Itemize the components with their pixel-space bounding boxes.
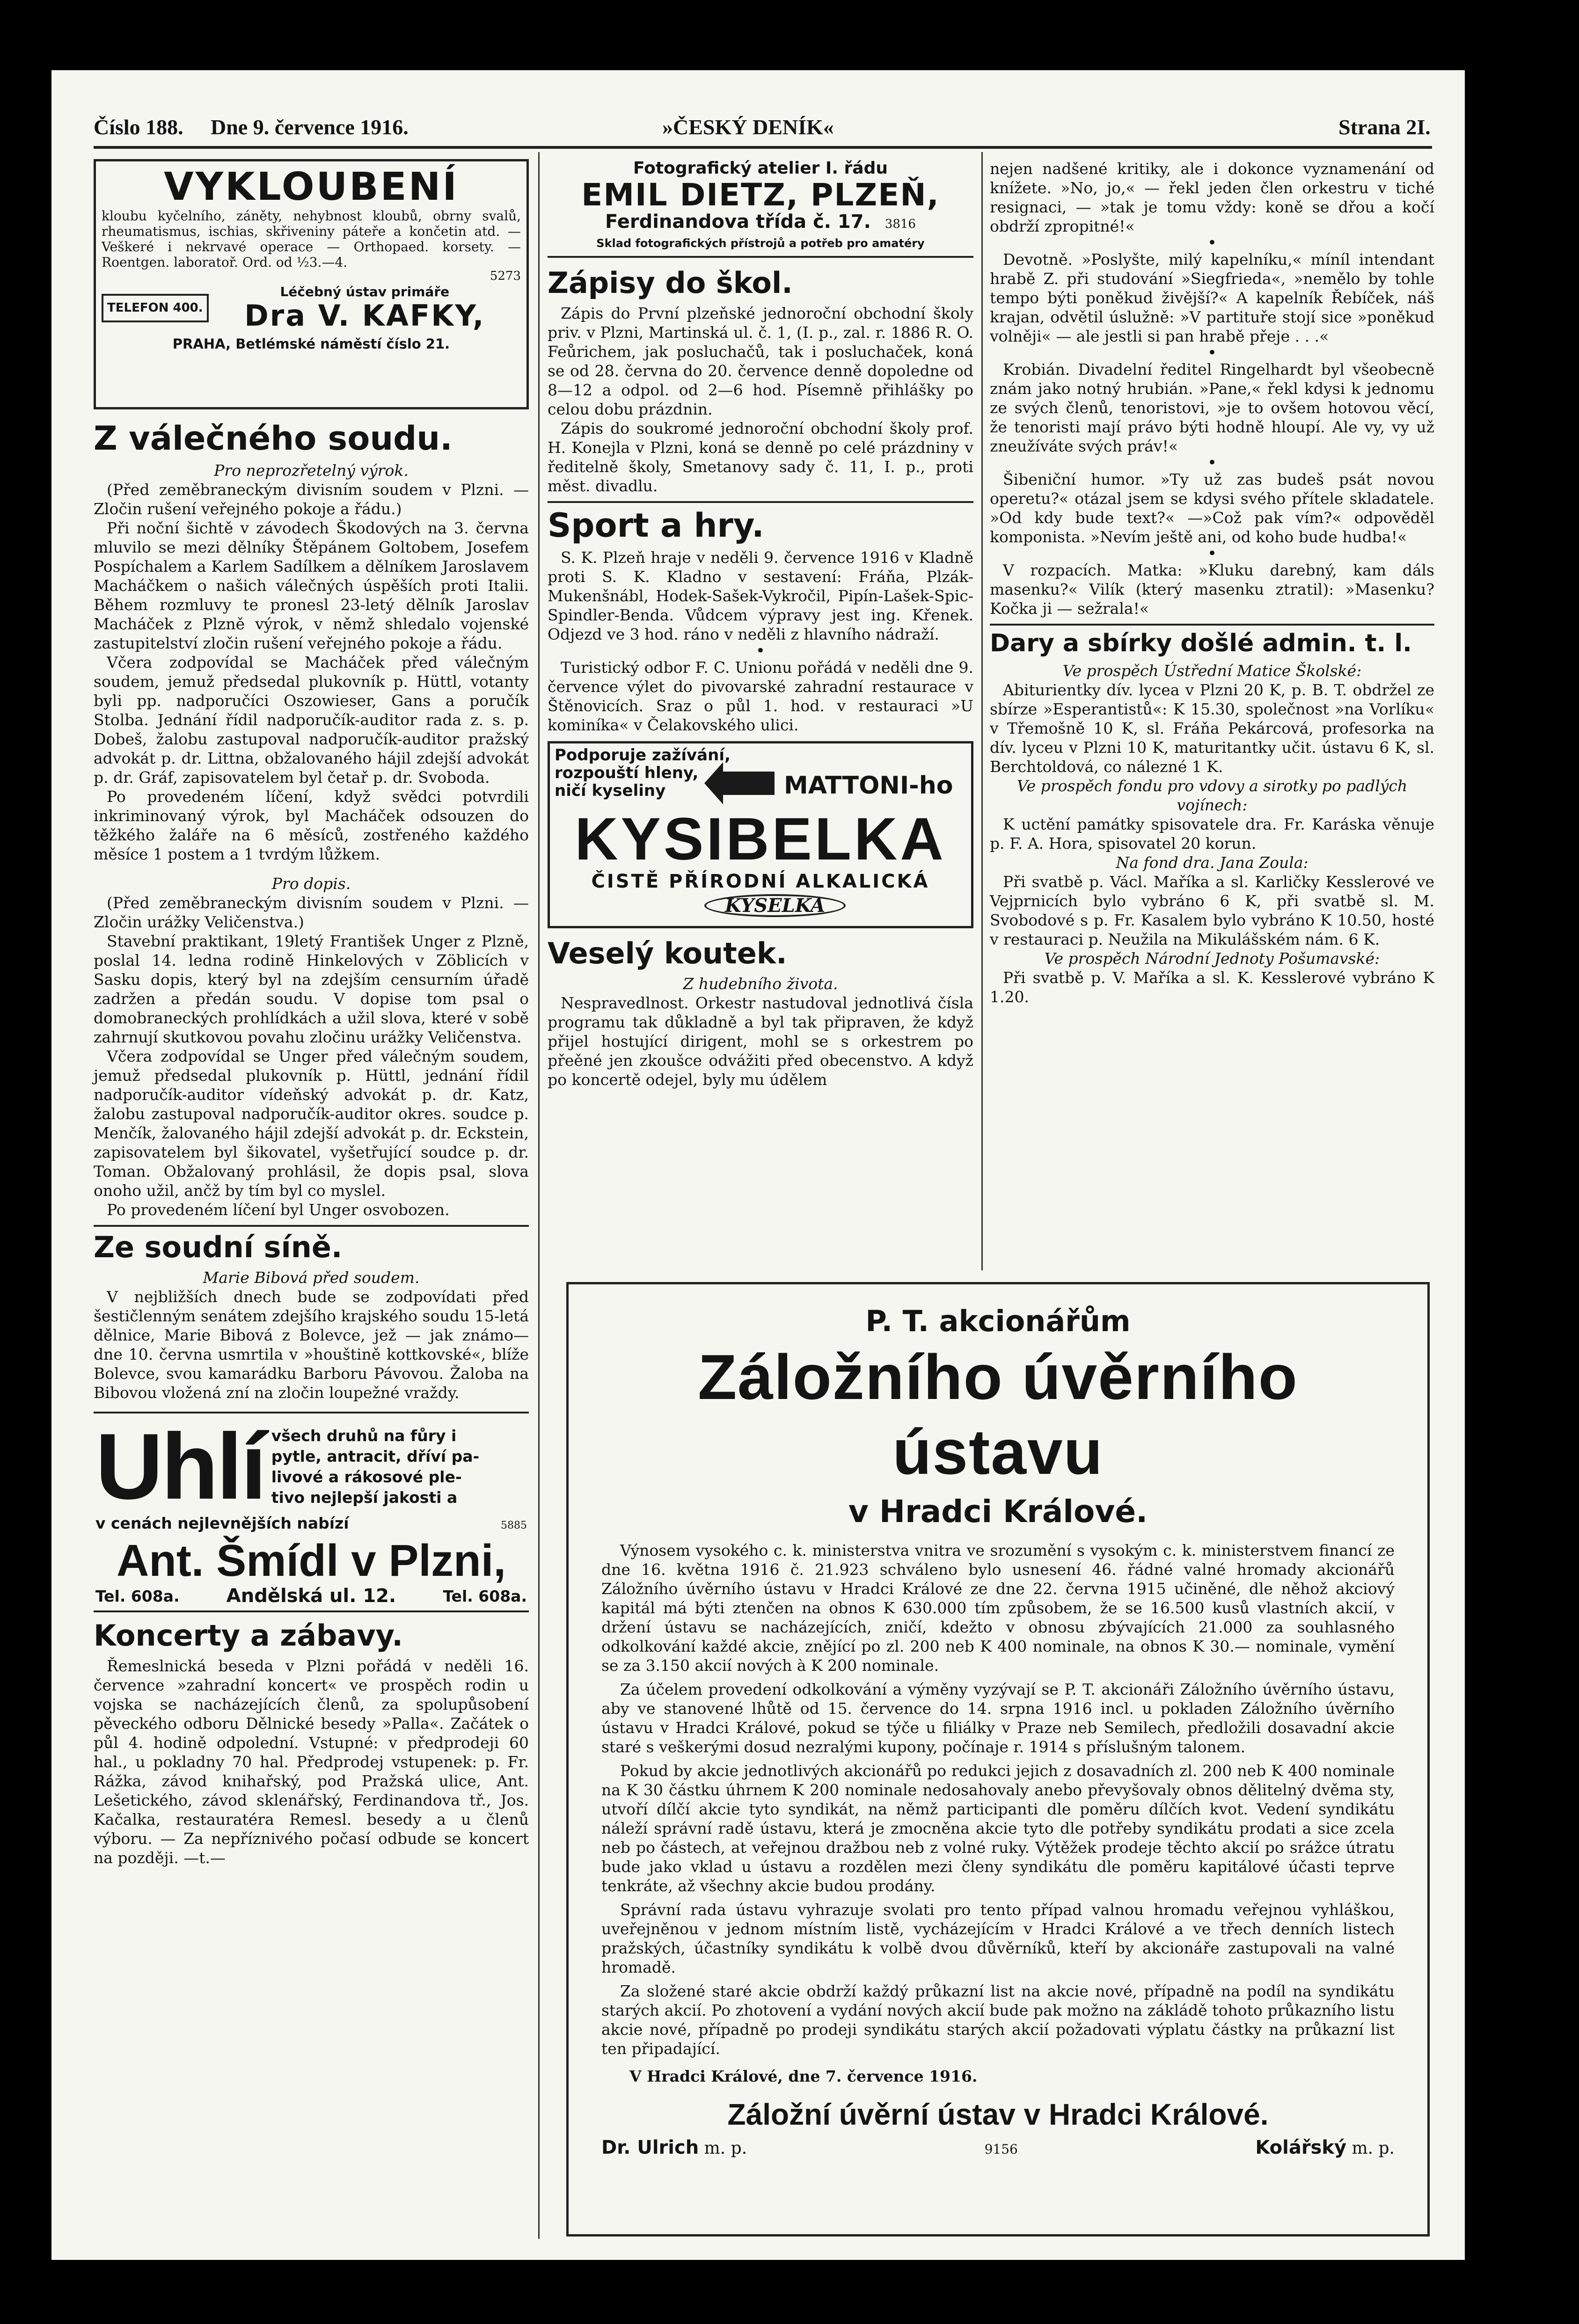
ad-kafka xyxy=(94,159,529,409)
bullet-separator: • xyxy=(1207,233,1217,252)
paragraph: (Před zeměbraneckým divisním soudem v Plzni. — Zločin rušení veřejného pokoje a řádu.) xyxy=(94,481,529,518)
heading-donations: Dary a sbírky došlé admin. t. l. xyxy=(990,629,1412,657)
ad-smidl-street: Andělská ul. 12. xyxy=(226,1585,396,1607)
paragraph: Zápis do První plzeňské jednoroční obchodní školy priv. v Plzni, Martinská ul. č. 1, (I. p., zal. r. 1886 R. O. Feůrichem, jak posluchačů, tak i posluchaček, koná se od 28. června do 20. července denně dopoledne od 8—12 a odpol. od 2—6 hod. Písemně přihlášky po celou dobu prázdnin. xyxy=(548,304,973,418)
ad-kafka-body: kloubu kyčelního, záněty, nehybnost kloubů, obrny svalů, rheumatismus, ischias, skřiveniny páteře a končetin atd. — Veškeré i nekrvavé operace — Orthopaed. korsety. — Roentgen. laboratoř. Ord. od ½3.—4. xyxy=(102,208,521,270)
ad-dietz-code: 3816 xyxy=(885,217,916,231)
ad-kafka-title: VYKLOUBENÍ xyxy=(164,165,459,209)
ad-mattoni-logo: KYSELKA xyxy=(704,894,846,917)
ad-mattoni-line: rozpouští hleny, xyxy=(555,764,699,782)
ad-mattoni-sub: ČISTĚ PŘÍRODNÍ ALKALICKÁ xyxy=(591,871,930,892)
paragraph: Po provedeném líčení byl Unger osvobozen. xyxy=(107,1201,450,1219)
signatory-mp: m. p. xyxy=(704,2139,747,2158)
paragraph: S. K. Plzeň hraje v neděli 9. července 1916 v Kladně proti S. K. Kladno v sestavení: Fráňa, Plzák-Mukenšnábl, Hodek-Sašek-Vykročil, Pipín-Lašek-Spic-Spindler-Benda. Vůdcem výpravy jest ing. Křenek. Odjezd ve 3 hod. ráno v neděli z hlavního nádraží. xyxy=(548,548,973,643)
ad-dietz-sub: Sklad fotografických přístrojů a potřeb pro amatéry xyxy=(596,237,925,250)
ad-smidl-line: tivo nejlepší jakosti a xyxy=(271,1488,458,1507)
ad-dietz-street: Ferdinandova třída č. 17. xyxy=(605,211,871,233)
notice-date: V Hradci Králové, dne 7. července 1916. xyxy=(629,2067,978,2085)
shareholder-notice xyxy=(566,1282,1430,2237)
ad-smidl xyxy=(94,1412,529,1612)
column-2 xyxy=(548,159,973,1089)
subheading: Marie Bibová před soudem. xyxy=(203,1268,420,1287)
subheading: Pro dopis. xyxy=(271,874,351,893)
paragraph: (Před zeměbraneckým divisním soudem v Plzni. — Zločin urážky Veličenstva.) xyxy=(94,894,529,931)
column-rule-2 xyxy=(981,152,983,1270)
ad-smidl-line: pytle, antracit, dříví pa- xyxy=(271,1447,480,1465)
signatory-name: Kolářský xyxy=(1255,2137,1347,2158)
ad-smidl-line: livové a rákosové ple- xyxy=(271,1468,462,1486)
bullet-separator: • xyxy=(1207,343,1217,362)
subheading: Ve prospěch fondu pro vdovy a sirotky po padlých vojínech: xyxy=(1016,777,1408,814)
paragraph: Včera zodpovídal se Macháček před válečným soudem, jemuž předsedal plukovník p. Hüttl, votanty byli pp. nadporučíci Oszowieser, Gans a poručík Stolba. Jednání řídil nadporučík-auditor rada z. s. p. Dobeš, žalobu zastupoval nadporučík-auditor pražský advokát p. dr. Littna, obžalovaného hájil zdejší advokát p. dr. Gráf, zapisovatelem byl četař p. dr. Svoboda. xyxy=(94,653,529,787)
ad-mattoni-brand: MATTONI-ho xyxy=(784,772,953,800)
notice-paragraph: Pokud by akcie jednotlivých akcionářů po redukci jejich z dosavadních zl. 200 neb K 400 nominale na K 30 částku úhrnem K 200 nominale nedosahovaly anebo převyšovaly obnos dělitelný dvěma sty, utvoří dílčí akcie tyto syndikát, na němž participanti dle poměru dílčích kvot. Vedení syndikátu náleží správní radě ústavu, která je zmocněna akcie tyto dle potřeby syndikátu prodati a sice zcela neb po částech, at veřejnou dražbou neb z volné ruky. Výtěžek prodeje těchto akcií po srážce útratu bude jako vklad u ústavu a rozdělen mezi členy syndikátu dle poměru kapitálové účasti teprve tenkráte, až všechny akcie budou prodány. xyxy=(601,1762,1395,1895)
paragraph: Zápis do soukromé jednoroční obchodní školy prof. H. Konejla v Plzni, koná se denně po celé prázdniny v ředitelně školy, Smetanovy sady č. 11, I. p., proti měst. divadlu. xyxy=(548,419,973,495)
notice-paragraph: Za účelem provedení odkolkování a výměny vyzývají se P. T. akcionáři Záložního úvěrního ústavu, aby ve stanovené lhůtě od 15. července do 14. srpna 1916 incl. u pokladen Záložního úvěrního ústavu v Hradci Králové, pokud se týče u filiálky v Praze neb Semilech, předložili dosavadní akcie staré s veškerými dosud nezralými kupony, počínaje r. 1914 s příslušným talonem. xyxy=(601,1680,1395,1756)
paragraph: Šibeniční humor. »Ty už zas budeš psát novou operetu?« otázal jsem se kdysi svého přítele skladatele. »Od kdy bude text?« —»Což pak vím?« odpověděl komponista. »Nevím ještě ani, od koho bude hudba!« xyxy=(990,470,1434,546)
ad-mattoni xyxy=(548,741,973,928)
subheading: Z hudebního života. xyxy=(683,975,838,993)
subheading: Pro neprozřetelný výrok. xyxy=(214,461,409,480)
paragraph: V nejbližších dnech bude se zodpovídati před šestičlenným senátem zdejšího krajského soudu 15-letá dělnice, Marie Bibová z Bolevce, jež — jak známo— dne 10. června usmrtila v »houštině kottkovské«, blíže Bolevce, svou kamarádku Barboru Pávovou. Žaloba na Bibovou vložená zní na zločin loupežné vraždy. xyxy=(94,1288,529,1402)
subheading: Na fond dra. Jana Zoula: xyxy=(1116,853,1309,872)
heading-sport: Sport a hry. xyxy=(548,506,764,545)
paragraph: V rozpacích. Matka: »Kluku darebný, kam dáls masenku?« Vilík (který masenku ztratil): »Masenku? Kočka ji — sežrala!« xyxy=(990,561,1434,618)
ad-kafka-address: PRAHA, Betlémské náměstí číslo 21. xyxy=(172,336,450,352)
column-3 xyxy=(990,159,1434,1006)
ad-mattoni-line: ničí kyseliny xyxy=(555,781,666,800)
notice-signature: Záložní úvěrní ústav v Hradci Králové. xyxy=(727,2098,1269,2131)
ad-mattoni-line: Podporuje zažívání, xyxy=(555,746,731,765)
notice-paragraph: Výnosem vysokého c. k. ministerstva vnitra ve srozumění s vysokým c. k. ministerstvem financí ze dne 16. května 1916 č. 21.923 schváleno bylo usnesení 46. řádné valné hromady akcionářů Záložního úvěrního ústavu v Hradci Králové ze dne 22. června 1915 učiněné, dle něhož akciový kapitál má býti ztenčen na obnos K 630.000 tím způsobem, že se 16.500 kusů vlastních akcií, v držení ústavu se nacházejících, zničí, kdežto v obnosu zbývajících 21.000 za souhlasného odkolkování každé akcie, znějící po zl. 200 neb K 400 nominale, na obnos K 30.— nominale, vymění se za 3.150 akcií nových à K 200 nominale. xyxy=(601,1541,1395,1675)
paragraph: Stavební praktikant, 19letý František Unger z Plzně, poslal 14. ledna rodině Hinkelových v Zöblicích v Sasku dopis, který byl na zdejším censurním úřadě zadržen a předán soudu. V dopise tom psal o domobraneckých prohlídkách a užil slova, které v sobě zahrnují skutkovou povahu zločinu urážky Veličenstva. xyxy=(94,932,529,1046)
paragraph: Devotně. »Poslyšte, milý kapelníku,« míníl intendant hrabě Z. při studování »Siegfrieda«, »nemělo by tohle tempo býti poněkud živější?« A kapelník Řebíček, náš krajan, odvětil úslužně: »V partituře stojí sice »poněkud volněji« — ale jestli si pan hrabě přeje . . .« xyxy=(990,250,1434,345)
divider xyxy=(990,624,1434,626)
heading-war-court: Z válečného soudu. xyxy=(94,419,453,458)
issue-date: Dne 9. července 1916. xyxy=(211,115,409,139)
ad-kafka-phone: TELEFON 400. xyxy=(102,294,209,322)
header-rule xyxy=(94,146,1432,149)
masthead: »ČESKÝ DENÍK« xyxy=(662,115,834,139)
paragraph: nejen nadšené kritiky, ale i dokonce vyznamenání od knížete. »No, jo,« — řekl jeden člen orkestru v tiché resignaci, — »tak je tomu vždy: koně se dřou a kočí obdrží zpropitné!« xyxy=(990,160,1434,235)
ad-kafka-code: 5273 xyxy=(490,269,521,283)
heading-school-enrolment: Zápisy do škol. xyxy=(548,266,793,300)
ad-dietz-name: EMIL DIETZ, PLZEŇ, xyxy=(581,177,940,213)
ad-smidl-big: Uhlí xyxy=(95,1414,265,1519)
signatory-name: Dr. Ulrich xyxy=(601,2137,699,2158)
divider xyxy=(94,1225,529,1227)
paragraph: Při svatbě p. Václ. Maříka a sl. Karličky Kesslerové ve Vejprnicích bylo vybráno 6 K, při svatbě sl. M. Svobodové s p. Fr. Kasalem bylo vybráno K 10.50, hosté v restauraci p. Neužila na Mikulášském nám. 6 K. xyxy=(990,873,1434,948)
ad-smidl-name: Ant. Šmídl v Plzni, xyxy=(116,1536,506,1586)
paragraph: Turistický odbor F. C. Unionu pořádá v neděli dne 9. července výlet do pivovarské zahradní restaurace v Štěnovicích. Sraz o půl 1. hod. v restauraci »U kominíka« v Čelakovského ulici. xyxy=(548,658,973,734)
ad-smidl-line: v cenách nejlevnějších nabízí xyxy=(95,1514,349,1532)
ad-mattoni-product: KYSIBELKA xyxy=(575,806,946,873)
notice-heading: v Hradci Králové. xyxy=(848,1493,1148,1530)
ad-smidl-line: všech druhů na fůry i xyxy=(271,1427,457,1445)
issue-number: Číslo 188. xyxy=(94,115,183,139)
paragraph: Po provedeném líčení, když svědci potvrdili inkriminovaný výrok, byl Macháček odsouzen do těžkého žaláře na 6 měsíců, zostřeného každého měsíce 1 postem a 1 tvrdým lůžkem. xyxy=(94,787,529,863)
paragraph: Abiturientky dív. lycea v Plzni 20 K, p. B. T. obdržel ze sbírze »Esperantistů«: K 15.30, společnost »na Vorlíku« v Třemošně 10 K, sl. Fráňa Pekárcová, profesorka na dív. lyceu v Plzni 10 K, maturitantky učit. ústavu 6 K, sl. Berchtoldová, co nálezné 1 K. xyxy=(990,681,1434,776)
paragraph: K uctění památky spisovatele dra. Fr. Karáska věnuje p. F. A. Hora, spisovatel 20 korun. xyxy=(990,815,1434,852)
signatory-mp: m. p. xyxy=(1352,2139,1395,2158)
ad-smidl-tel: Tel. 608a. xyxy=(443,1587,527,1605)
bullet-separator: • xyxy=(1207,453,1217,472)
ad-kafka-sub: Léčebný ústav primáře xyxy=(280,284,450,299)
notice-heading: P. T. akcionářům xyxy=(865,1304,1131,1338)
paragraph: Řemeslnická beseda v Plzni pořádá v neděli 16. července »zahradní koncert« ve prospěch rodin u vojska se nacházejících členů, za spolupůsobení pěveckého odboru Dělnické besedy »Palla«. Začátek o půl 4. hodině odpolední. Vstupné: v předprodeji 60 hal., u pokladny 70 hal. Předprodej vstupenek: p. Fr. Rážka, závod knihařský, pod Pražská ulice, Ant. Lešetického, závod sklenářský, Ferdinandova tř., Jos. Kačalka, restauratéra Remesl. besedy a u členů výboru. — Za nepříznivého počasí odbude se koncert na později. —t.— xyxy=(94,1657,529,1867)
paragraph: Nespravedlnost. Orkestr nastudoval jednotlivá čísla programu tak důkladně a byl tak připraven, že když přijel hostující dirigent, mohl se s orkestrem po přeěné jen zkoušce odvážiti před obecenstvo. A když po koncertě odejel, byly mu údělem xyxy=(548,994,973,1089)
ad-dietz-top: Fotografický atelier I. řádu xyxy=(633,159,888,178)
divider xyxy=(548,501,973,503)
paragraph: Včera zodpovídal se Unger před válečným soudem, jemuž předsedal plukovník p. Hüttl, jednání řídil nadporučík-auditor vídeňský advokát p. dr. Katz, žalobu zastupoval nadporučík-auditor okres. soudce p. Menčík, žalovaného hájil zdejší advokát p. dr. Eckstein, zapisovatelem byl šikovatel, vyšetřující soudce p. dr. Toman. Obžalovaný prohlásil, že dopis psal, slova onoho užil, ančž by tím byl co myslel. xyxy=(94,1047,529,1200)
arrow-icon xyxy=(704,762,779,804)
paragraph: Krobián. Divadelní ředitel Ringelhardt byl všeobecně znám jako notný hrubián. »Pane,« řekl kdysi k jednomu ze svých členů, tenoristovi, »je to ovšem hotovou věcí, že tenoristi mají právo býti hodně hloupí. Ale vy, vy už zneužíváte svých práv!« xyxy=(990,360,1434,455)
notice-paragraph: Za složené staré akcie obdrží každý průkazní list na akcie nové, případně na podíl na syndikátu starých akcií. Po zhotovení a vydání nových akcií bude pak možno na zákládě tohoto průkazního listu akcie nové, případně po prodeji syndikátu starých akcií požadovati výplatu částky na průkazní list ten připadající. xyxy=(601,1982,1395,2058)
bullet-separator: • xyxy=(755,641,766,660)
column-rule-1 xyxy=(538,152,540,2239)
heading-funny-corner: Veselý koutek. xyxy=(548,936,787,970)
newspaper-page xyxy=(51,70,1465,2260)
heading-concerts: Koncerty a zábavy. xyxy=(94,1618,403,1653)
ad-kafka-doctor: Dra V. KAFKY, xyxy=(244,299,485,333)
page-number: Strana 2I. xyxy=(1338,115,1431,139)
ad-smidl-code: 5885 xyxy=(501,1520,527,1531)
subheading: Ve prospěch Národní Jednoty Pošumavské: xyxy=(1044,949,1380,968)
ad-dietz xyxy=(548,159,973,258)
paragraph: Při svatbě p. V. Maříka a sl. K. Kesslerové vybráno K 1.20. xyxy=(990,969,1434,1006)
subheading: Ve prospěch Ústřední Matice Školské: xyxy=(1062,662,1362,680)
heading-court-hall: Ze soudní síně. xyxy=(94,1230,343,1264)
notice-code: 9156 xyxy=(984,2142,1018,2157)
notice-heading: Záložního úvěrního ústavu xyxy=(698,1341,1298,1487)
bullet-separator: • xyxy=(1207,544,1217,563)
ad-smidl-tel: Tel. 608a. xyxy=(95,1587,180,1605)
notice-paragraph: Správní rada ústavu vyhrazuje svolati pro tento případ valnou hromadu veřejnou vyhláškou, uveřejněnou v jednom místním listě, vycházejícím v Hradci Králové a ve třech denních listech pražských, účastníky syndikátu k volbě dvou důvěrníků, kteří by akcionáře zastupovali na valné hromadě. xyxy=(601,1901,1395,1976)
paragraph: Při noční šichtě v závodech Škodových na 3. června mluvilo se mezi dělníky Štěpánem Goltobem, Josefem Pospíchalem a Karlem Sadílkem a dělníkem Jaroslavem Macháčkem o našich válečných úspěších proti Italii. Během rozmluvy te pronesl 23-letý dělník Jaroslav Macháček z Plzně výrok, v němž shledalo vojenské zastupitelství zločin rušení veřejného pokoje a řádu. xyxy=(94,519,529,652)
column-1 xyxy=(94,159,529,1867)
